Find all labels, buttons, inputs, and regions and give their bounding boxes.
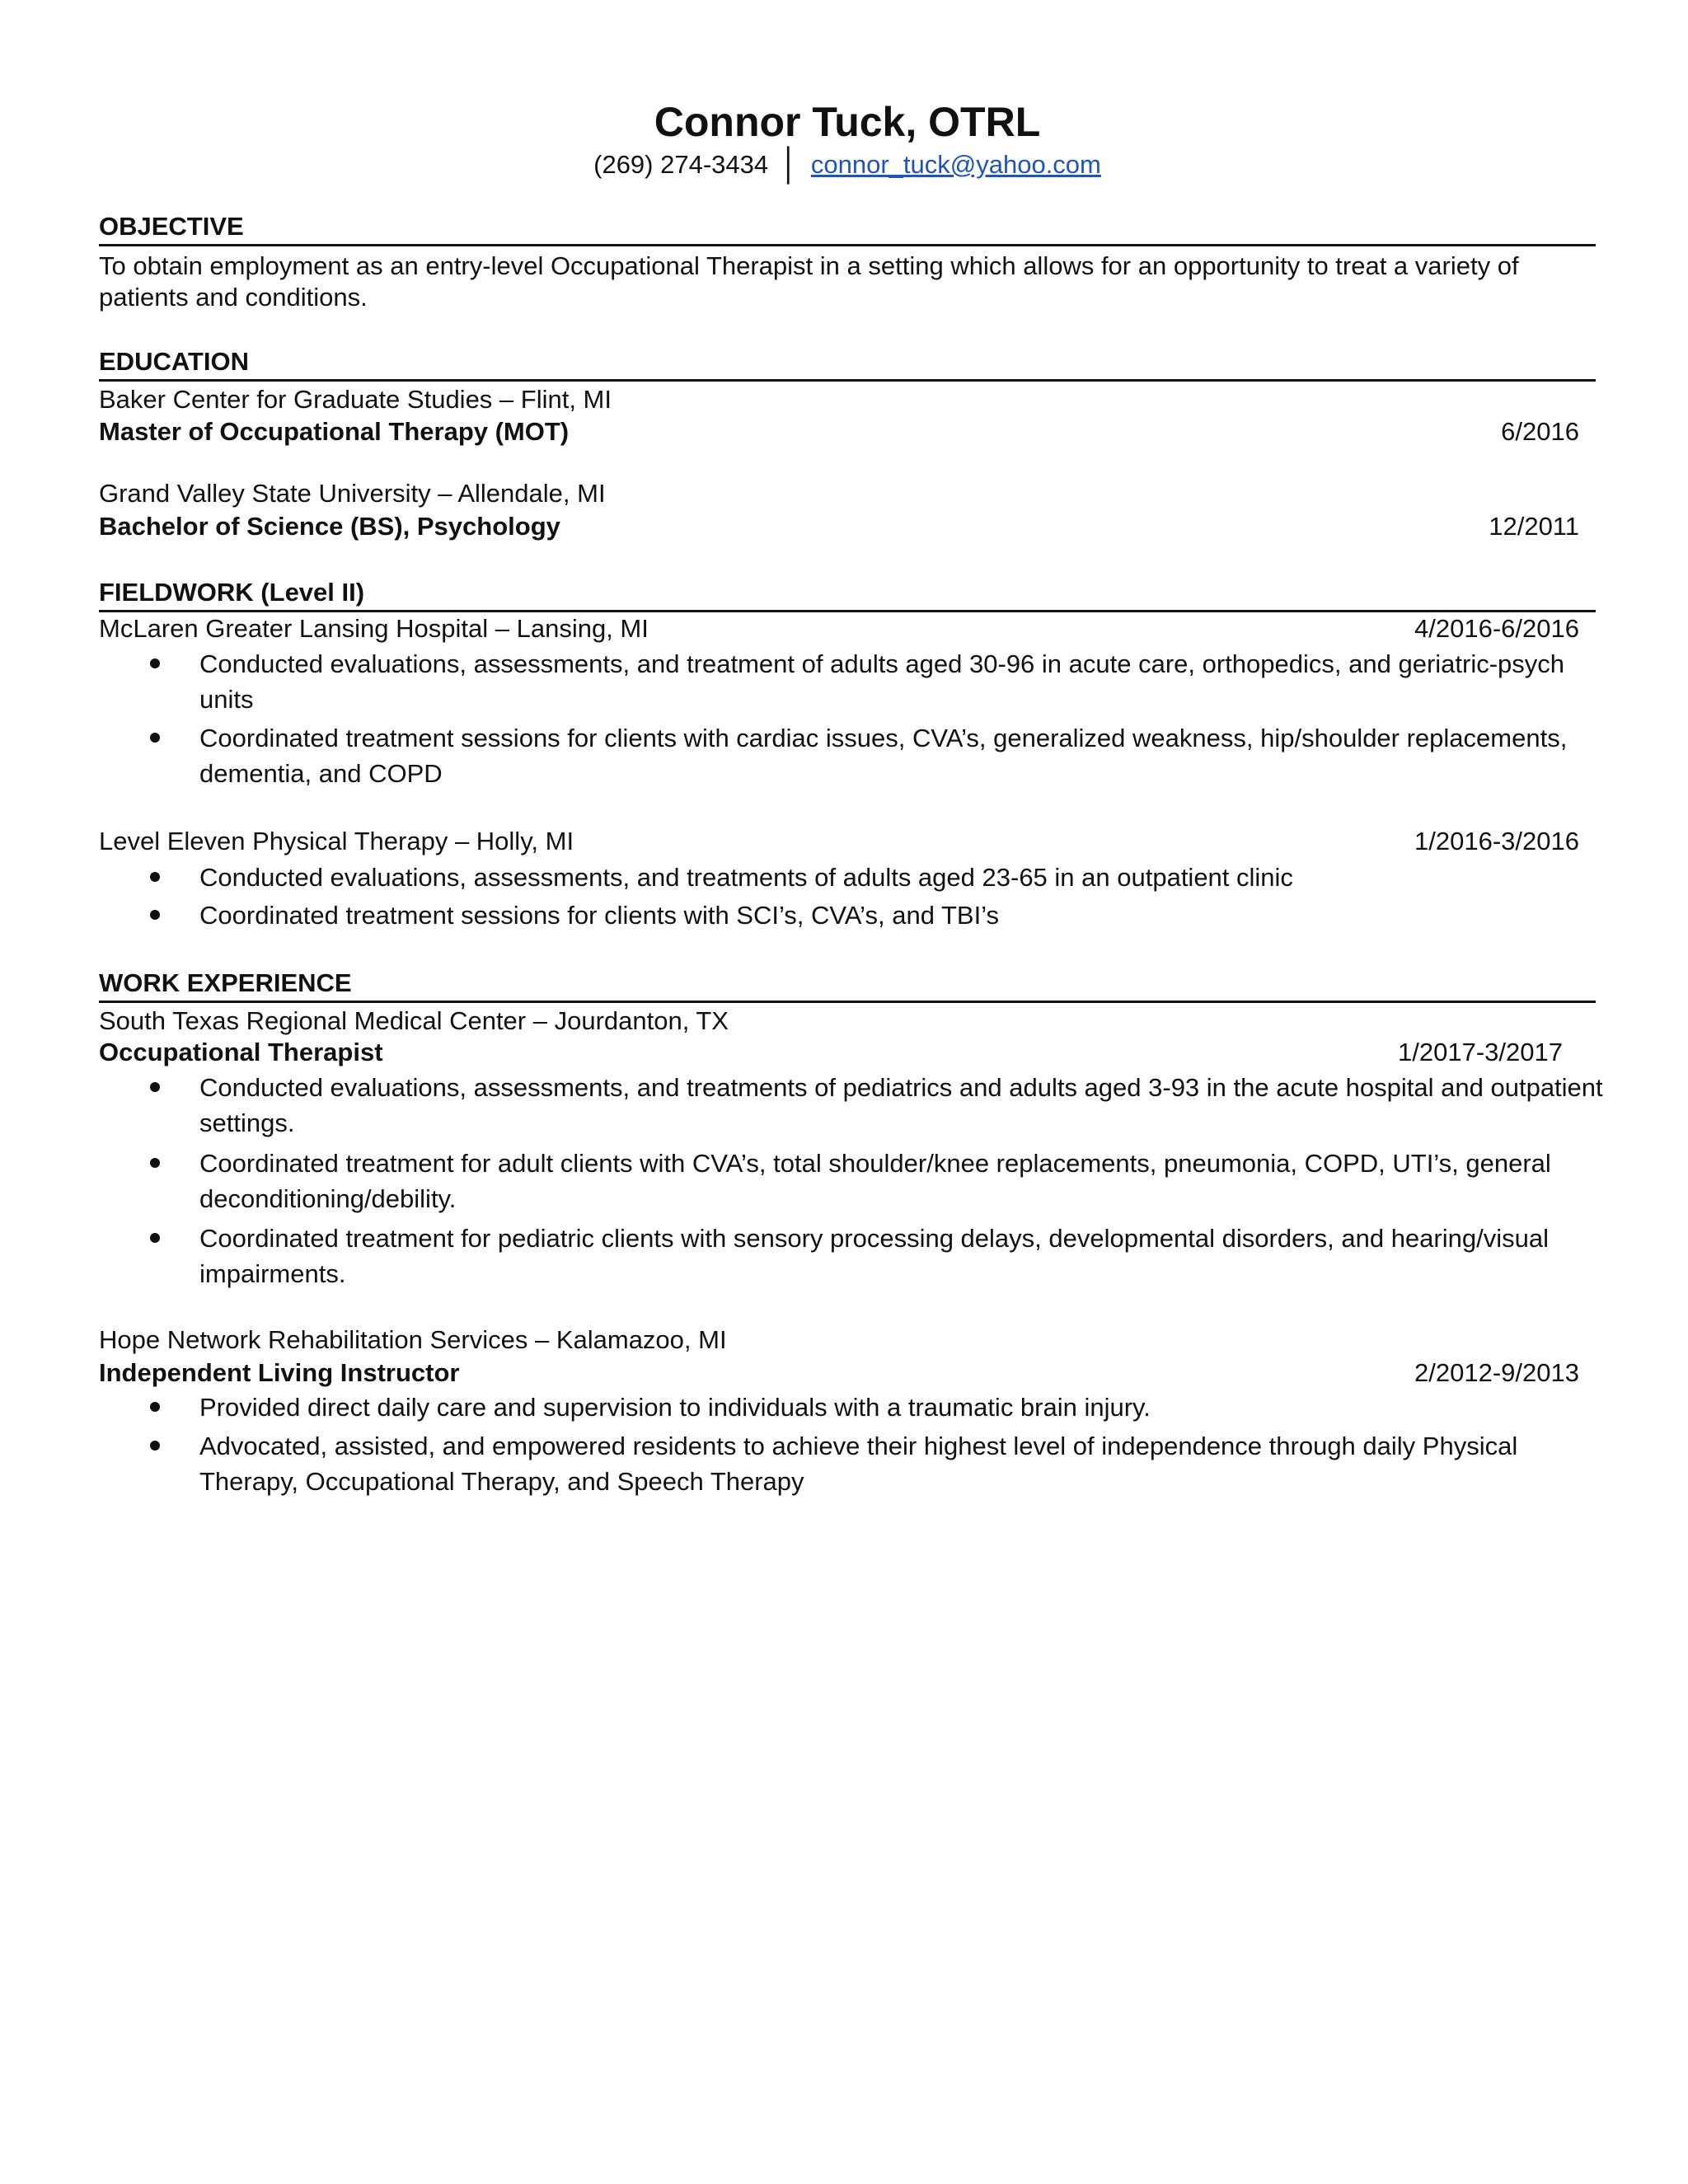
work-title: Independent Living Instructor	[99, 1358, 460, 1387]
candidate-name: Connor Tuck, OTRL	[654, 99, 1041, 145]
fieldwork-bullet: Conducted evaluations, assessments, and treatment of adults aged 30-96 in acute care, orthopedics, and geriatric-psych units	[199, 649, 1565, 714]
bullet-icon	[150, 1233, 160, 1243]
work-date: 1/2017-3/2017	[1398, 1038, 1563, 1066]
bullet-icon	[150, 733, 160, 743]
contact-separator: │	[780, 148, 799, 182]
bullet-icon	[150, 1158, 160, 1168]
fieldwork-date: 4/2016-6/2016	[1414, 614, 1579, 643]
bullet-icon	[150, 658, 160, 668]
education-degree: Bachelor of Science (BS), Psychology	[99, 512, 560, 541]
bullet-icon	[150, 1082, 160, 1092]
fieldwork-bullet: Coordinated treatment sessions for clients with cardiac issues, CVA’s, generalized weakness, hip/shoulder replacements, dementia, and COPD	[199, 724, 1568, 788]
fieldwork-place: McLaren Greater Lansing Hospital – Lansing, MI	[99, 614, 649, 643]
contact-line	[99, 148, 1596, 181]
work-title: Occupational Therapist	[99, 1038, 383, 1066]
work-bullet: Provided direct daily care and supervision to individuals with a traumatic brain injury.	[199, 1393, 1151, 1422]
education-date: 12/2011	[1489, 512, 1579, 541]
section-heading-education: EDUCATION	[99, 346, 1596, 382]
work-bullet: Coordinated treatment for adult clients with CVA’s, total shoulder/knee replacements, pneumonia, COPD, UTI’s, general deconditioning/debility.	[199, 1149, 1551, 1213]
section-heading-work-experience: WORK EXPERIENCE	[99, 968, 1596, 1003]
work-bullet: Conducted evaluations, assessments, and treatments of pediatrics and adults aged 3-93 in the acute hospital and outpatient settings.	[199, 1073, 1603, 1137]
work-bullet: Coordinated treatment for pediatric clients with sensory processing delays, developmental disorders, and hearing/visual impairments.	[199, 1224, 1549, 1288]
education-school: Baker Center for Graduate Studies – Flint, MI	[99, 385, 612, 414]
section-heading-objective: OBJECTIVE	[99, 211, 1596, 246]
education-school: Grand Valley State University – Allendale, MI	[99, 479, 606, 508]
objective-text: To obtain employment as an entry-level Occupational Therapist in a setting which allows for an opportunity to treat a variety of patients and conditions.	[99, 251, 1519, 312]
bullet-icon	[150, 1402, 160, 1412]
work-place: South Texas Regional Medical Center – Jourdanton, TX	[99, 1006, 729, 1035]
fieldwork-date: 1/2016-3/2016	[1414, 827, 1579, 855]
work-place: Hope Network Rehabilitation Services – Kalamazoo, MI	[99, 1325, 727, 1354]
fieldwork-bullet: Coordinated treatment sessions for clients with SCI’s, CVA’s, and TBI’s	[199, 901, 1000, 930]
work-date: 2/2012-9/2013	[1414, 1358, 1579, 1387]
fieldwork-bullet: Conducted evaluations, assessments, and treatments of adults aged 23-65 in an outpatient clinic	[199, 863, 1293, 892]
bullet-icon	[150, 1441, 160, 1451]
fieldwork-place: Level Eleven Physical Therapy – Holly, MI	[99, 827, 574, 855]
phone-number: (269) 274-3434	[593, 150, 769, 179]
bullet-icon	[150, 872, 160, 882]
education-date: 6/2016	[1501, 417, 1579, 446]
section-heading-fieldwork: FIELDWORK (Level II)	[99, 577, 1596, 612]
bullet-icon	[150, 910, 160, 920]
email-link[interactable]: connor_tuck@yahoo.com	[810, 150, 1101, 179]
work-bullet: Advocated, assisted, and empowered residents to achieve their highest level of independence through daily Physical Therapy, Occupational Therapy, and Speech Therapy	[199, 1432, 1518, 1496]
education-degree: Master of Occupational Therapy (MOT)	[99, 417, 570, 446]
